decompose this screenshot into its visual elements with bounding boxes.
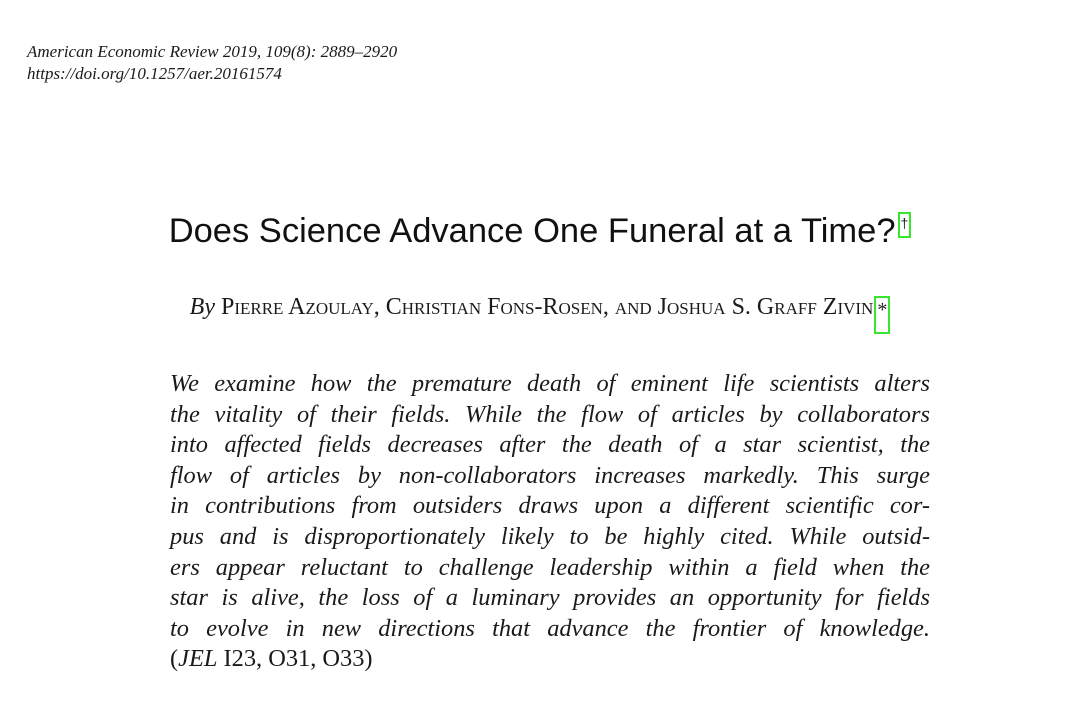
author-names: Pierre Azoulay, Christian Fons-Rosen, and Joshua S. Graff Zivin — [220, 294, 874, 320]
by-label: By — [189, 294, 215, 320]
journal-citation: American Economic Review 2019, 109(8): 2889–2920 — [27, 42, 398, 61]
abstract-line: in contributions from outsiders draws upon a different scientific cor- — [170, 492, 930, 520]
abstract-line: ers appear reluctant to challenge leadership within a field when the — [170, 553, 930, 581]
title-footnote-link[interactable]: † — [898, 212, 912, 238]
citation-header — [27, 41, 397, 85]
abstract-line: pus and is disproportionately likely to be highly cited. While outsid- — [170, 522, 930, 550]
abstract-line: star is alive, the loss of a luminary provides an opportunity for fields — [170, 584, 930, 612]
abstract — [170, 369, 930, 675]
doi-link[interactable]: https://doi.org/10.1257/aer.20161574 — [27, 64, 282, 83]
abstract-line: into affected fields decreases after the death of a star scientist, the — [170, 431, 930, 459]
author-line — [0, 290, 1080, 334]
author-footnote-link[interactable]: * — [874, 296, 890, 334]
paper-title-text: Does Science Advance One Funeral at a Time? — [168, 212, 896, 250]
abstract-line: flow of articles by non-collaborators increases markedly. This surge — [170, 461, 930, 489]
abstract-line: to evolve in new directions that advance the frontier of knowledge. — [170, 614, 930, 642]
jel-label: JEL — [178, 645, 218, 673]
abstract-line: We examine how the premature death of eminent life scientists alters — [170, 370, 930, 397]
jel-code-list: I23, O31, O33) — [217, 645, 373, 673]
jel-codes — [170, 644, 930, 675]
abstract-line: the vitality of their fields. While the flow of articles by collaborators — [170, 400, 930, 428]
paper-title — [0, 208, 1080, 254]
jel-open-paren: ( — [170, 645, 179, 673]
